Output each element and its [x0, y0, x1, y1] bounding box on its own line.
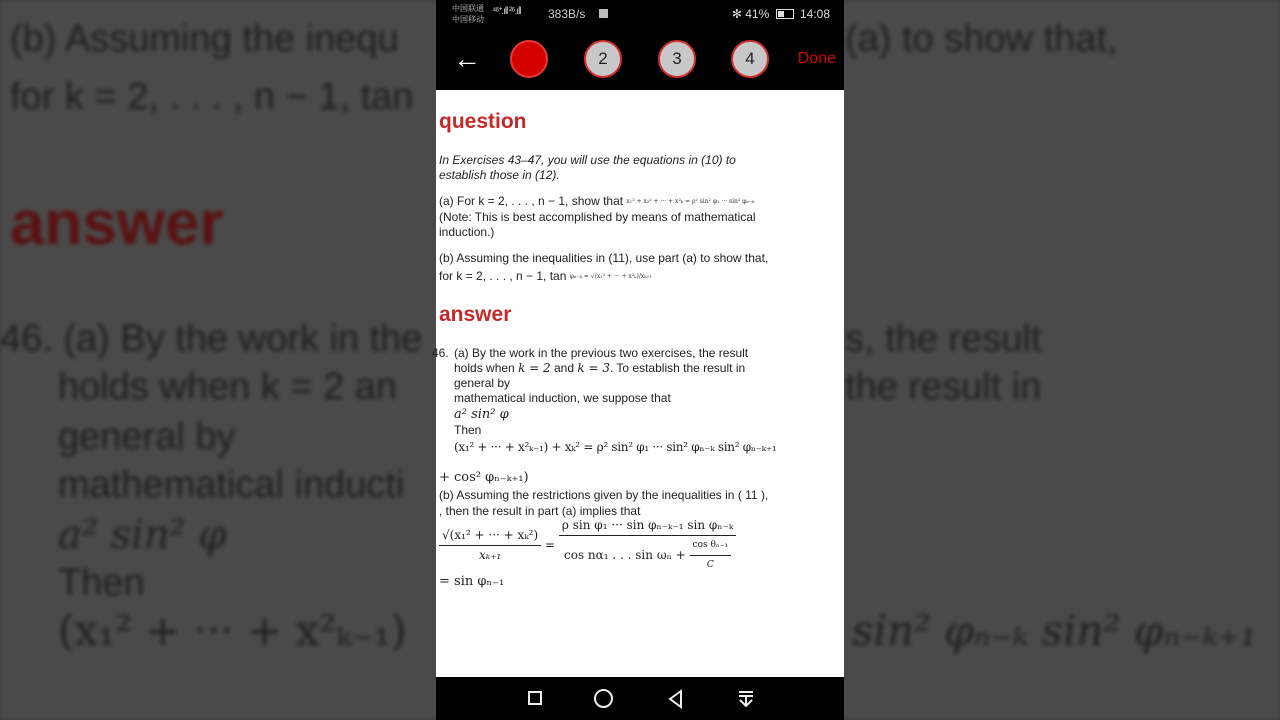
- bg-text: the result in: [845, 366, 1042, 408]
- part-a-formula: x₁² + x₂² + ··· + x²ₖ = ρ² sin² φ₁ ··· sin² φₙ₋ₖ: [626, 198, 755, 205]
- left-fraction: [439, 528, 541, 563]
- home-icon[interactable]: [592, 687, 616, 711]
- answer-line: general by: [454, 376, 511, 390]
- signal-icon: ⁴⁶ᐩ.ıll ²⁶.ıll: [492, 6, 521, 17]
- answer-result: = sin φₙ₋₁: [439, 574, 505, 589]
- bg-text: general by: [58, 416, 236, 458]
- answer-line: (a) By the work in the previous two exercises, the result: [454, 346, 749, 360]
- denominator-text: cos nα₁ . . . sin ωₙ +: [564, 548, 686, 562]
- bg-answer-heading: answer: [10, 189, 224, 258]
- bg-text: Then: [58, 562, 145, 604]
- answer-math: k = 2: [518, 361, 551, 375]
- notification-icon: [599, 9, 608, 18]
- answer-text: and: [554, 361, 575, 375]
- carrier-names: [452, 3, 484, 25]
- bg-text: (a) to show that,: [845, 18, 1118, 60]
- carrier-2: 中国移动: [452, 15, 484, 24]
- bluetooth-icon: ✻: [731, 7, 742, 21]
- question-heading: question: [439, 110, 527, 133]
- part-b-text: for k = 2, . . . , n − 1, tan: [439, 269, 567, 283]
- inner-fraction: [690, 538, 732, 573]
- carrier-1: 中国联通: [452, 4, 484, 13]
- question-note: (Note: This is best accomplished by means of mathematical induction.): [439, 210, 756, 239]
- bg-math: (x₁² + ··· + x²ₖ₋₁): [58, 606, 407, 655]
- step-4-button[interactable]: 4: [731, 40, 769, 78]
- answer-line: [454, 361, 834, 376]
- answer-equation-cont: + cos² φₙ₋ₖ₊₁): [439, 470, 529, 485]
- question-intro: In Exercises 43–47, you will use the equations in (10) to establish those in (12).: [439, 153, 736, 182]
- answer-equation: (x₁² + ··· + x²ₖ₋₁) + xₖ² = ρ² sin² φ₁ ··· sin² φₙ₋ₖ sin² φₙ₋ₖ₊₁: [454, 440, 777, 454]
- status-right: [732, 7, 830, 21]
- question-part-b-line1: (b) Assuming the inequalities in (11), use part (a) to show that,: [439, 251, 769, 265]
- bg-text: (b) Assuming the inequ: [10, 18, 399, 60]
- part-b-formula: φₙ₋ₖ = √(x₁² + ··· + x²ₖ)/xₖ₊₁: [569, 273, 652, 280]
- answer-math: a² sin² φ: [454, 407, 509, 422]
- network-speed: 383B/s: [548, 7, 586, 21]
- done-button[interactable]: Done: [797, 50, 836, 67]
- answer-line: mathematical induction, we suppose that: [454, 391, 671, 405]
- equals-sign: =: [545, 538, 556, 552]
- notification-pull-icon[interactable]: [734, 687, 758, 711]
- answer-number: 46.: [432, 346, 449, 360]
- bg-text: s, the result: [845, 318, 1042, 360]
- answer-text: holds when: [454, 361, 515, 375]
- bg-text: 46. (a) By the work in the: [0, 318, 423, 360]
- step-3-button[interactable]: 3: [658, 40, 696, 78]
- fraction-denominator: [559, 536, 736, 573]
- answer-part-b: (b) Assuming the restrictions given by the inequalities in ( 11 ),: [439, 488, 769, 502]
- content-area[interactable]: [432, 90, 844, 677]
- clock: 14:08: [799, 7, 830, 21]
- right-fraction: [559, 518, 736, 573]
- navigation-bar: [436, 677, 844, 720]
- answer-heading: answer: [439, 303, 512, 326]
- bg-text: holds when k = 2 an: [58, 366, 398, 408]
- answer-part-b: , then the result in part (a) implies that: [439, 504, 641, 518]
- inner-denominator: C: [706, 560, 714, 570]
- battery-percent: 41%: [745, 7, 770, 21]
- answer-fraction-equation: [439, 518, 736, 573]
- back-arrow-icon[interactable]: ←: [453, 43, 481, 74]
- fraction-denominator: xₖ₊₁: [478, 548, 502, 562]
- bg-math: a² sin² φ: [58, 512, 227, 558]
- bg-math: sin² φₙ₋ₖ sin² φₙ₋ₖ₊₁: [852, 606, 1257, 655]
- step-1-button[interactable]: 1: [510, 40, 548, 78]
- fraction-numerator: √(x₁² + ··· + xₖ²): [439, 528, 541, 546]
- fraction-numerator: ρ sin φ₁ ··· sin φₙ₋ₖ₋₁ sin φₙ₋ₖ: [559, 518, 736, 536]
- question-part-a: [439, 194, 839, 209]
- step-2-button[interactable]: 2: [584, 40, 622, 78]
- answer-math: k = 3: [577, 361, 610, 375]
- back-triangle-icon[interactable]: [664, 687, 688, 711]
- app-toolbar: [436, 30, 844, 90]
- status-bar: [436, 0, 844, 30]
- recent-apps-icon[interactable]: [524, 687, 548, 711]
- answer-text: . To establish the result in: [609, 361, 746, 375]
- question-part-b-line2: [439, 269, 839, 284]
- phone-screen: [432, 0, 844, 720]
- answer-line: Then: [454, 423, 482, 437]
- inner-numerator: cos θₙ₋₁: [690, 538, 732, 556]
- battery-icon: [776, 9, 794, 19]
- bg-text: for k = 2, . . . , n − 1, tan: [10, 76, 414, 118]
- bg-text: mathematical inducti: [58, 464, 405, 506]
- part-a-text: (a) For k = 2, . . . , n − 1, show that: [439, 194, 624, 208]
